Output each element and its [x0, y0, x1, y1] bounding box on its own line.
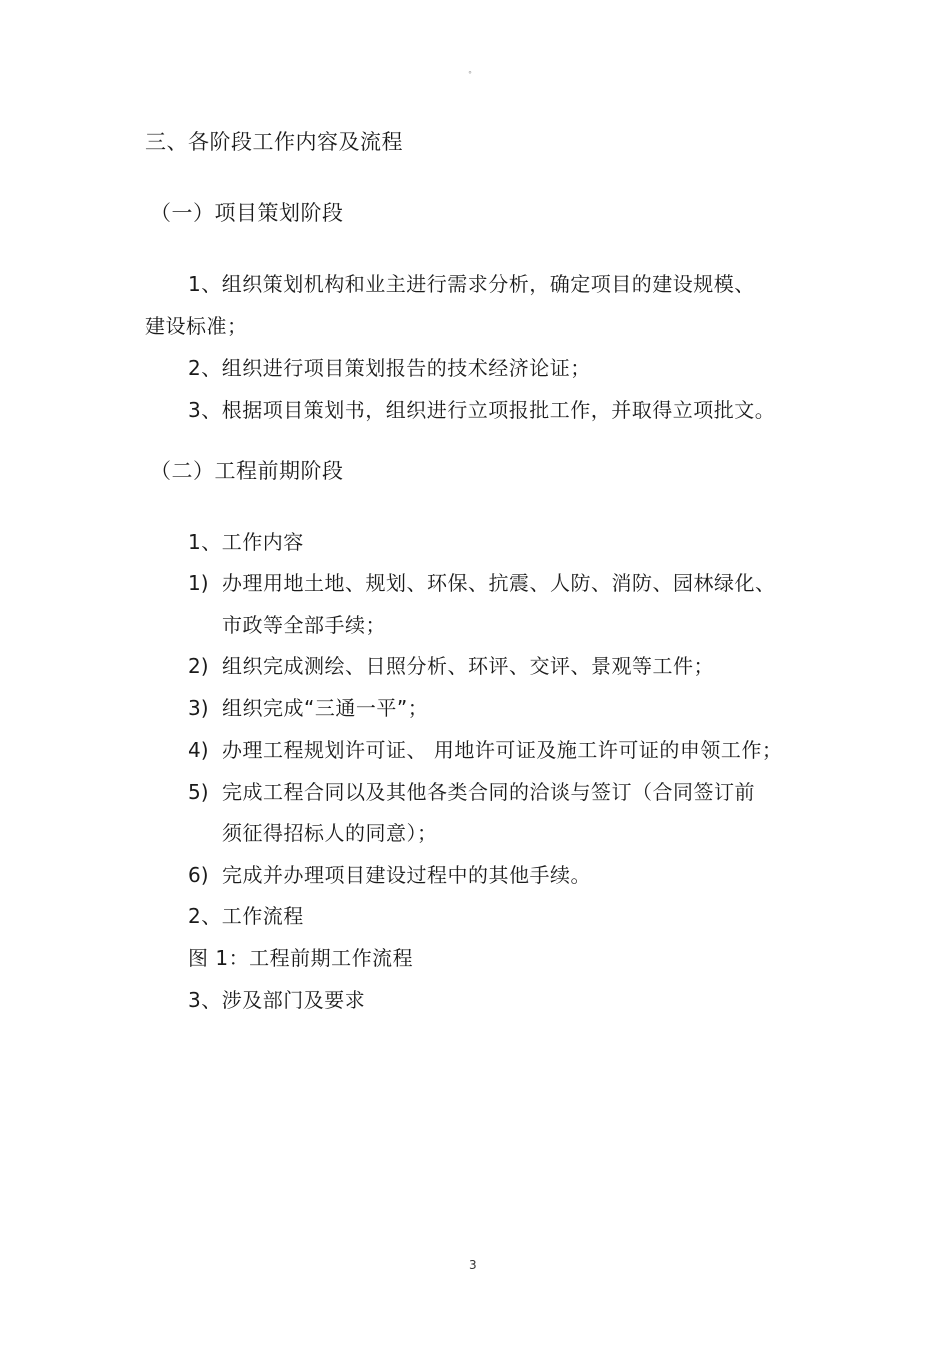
list-number: 4)	[188, 738, 209, 762]
figure-caption: 图 1：工程前期工作流程	[188, 946, 414, 970]
list-item-3-line-1: 组织完成“三通一平”；	[222, 696, 429, 720]
section-title: 三、各阶段工作内容及流程	[145, 130, 403, 154]
part2-sub2: 2、工作流程	[188, 904, 304, 928]
part1-item-1: 1、组织策划机构和业主进行需求分析，确定项目的建设规模、	[188, 272, 755, 296]
list-item-5-line-1: 完成工程合同以及其他各类合同的洽谈与签订（合同签订前	[222, 780, 755, 804]
part1-item-3: 3、根据项目策划书，组织进行立项报批工作，并取得立项批文。	[188, 398, 776, 422]
list-number: 6)	[188, 863, 209, 887]
part1-item-1-cont: 建设标准；	[145, 314, 248, 338]
list-number: 3)	[188, 696, 209, 720]
part2-title: （二）工程前期阶段	[150, 459, 344, 483]
list-item-5-line-2: 须征得招标人的同意）；	[222, 821, 438, 845]
list-item-1-line-1: 办理用地土地、规划、环保、抗震、人防、消防、园林绿化、	[222, 571, 776, 595]
list-item-1-line-2: 市政等全部手续；	[222, 613, 386, 637]
part2-sub1: 1、工作内容	[188, 530, 304, 554]
list-number: 1)	[188, 571, 209, 595]
part1-item-2: 2、组织进行项目策划报告的技术经济论证；	[188, 356, 591, 380]
list-item-6-line-1: 完成并办理项目建设过程中的其他手续。	[222, 863, 591, 887]
page-number: 3	[469, 1258, 477, 1272]
list-item-2-line-1: 组织完成测绘、日照分析、环评、交评、景观等工件；	[222, 654, 714, 678]
page-marker: °	[468, 70, 472, 79]
list-number: 5)	[188, 780, 209, 804]
list-number: 2)	[188, 654, 209, 678]
part2-sub3: 3、涉及部门及要求	[188, 988, 366, 1012]
list-item-4-line-1: 办理工程规划许可证、 用地许可证及施工许可证的申领工作；	[222, 738, 783, 762]
part1-title: （一）项目策划阶段	[150, 201, 344, 225]
